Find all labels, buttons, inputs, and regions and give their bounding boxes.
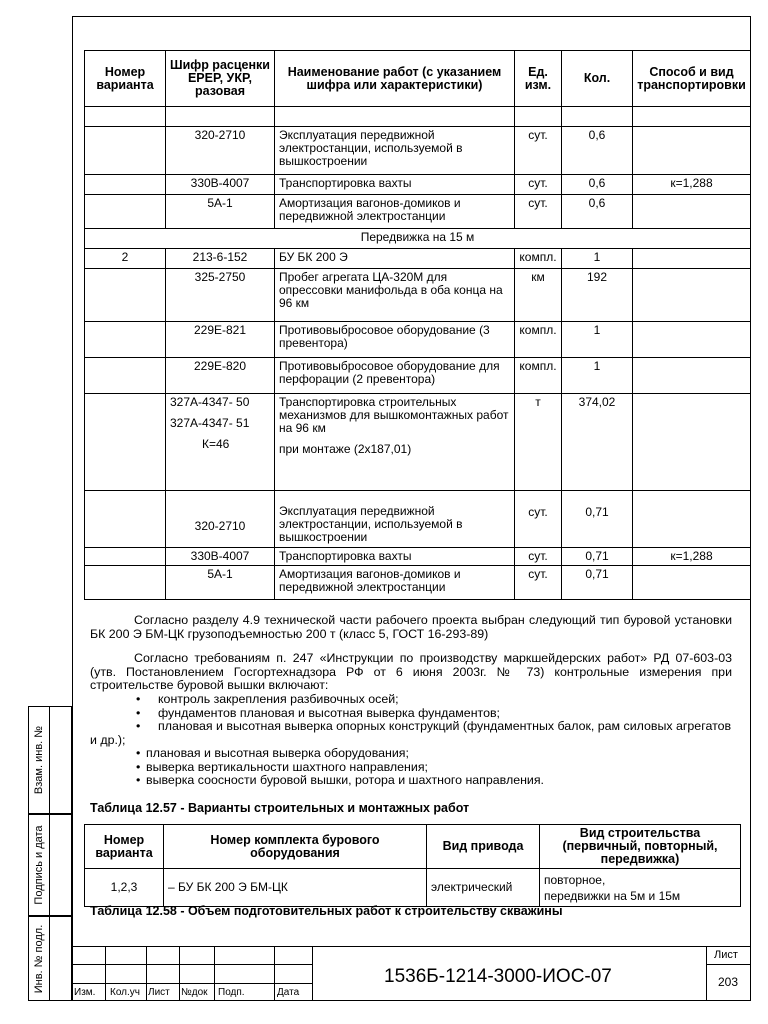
side-label-cell (29, 707, 50, 813)
stamp-line (146, 946, 147, 1001)
stamp-line (72, 983, 312, 984)
cell-code: 5А-1 (166, 195, 275, 229)
cell-code: 325-2750 (166, 269, 275, 322)
cell-unit: сут. (515, 127, 562, 175)
cell-unit: сут. (515, 566, 562, 600)
cell-variant (85, 269, 166, 322)
cell-unit: км (515, 269, 562, 322)
cell-qty: 0,6 (562, 195, 633, 229)
cell-qty: 0,71 (562, 548, 633, 566)
col-header-unit: Ед. изм. (515, 51, 562, 107)
cell-name: БУ БК 200 Э (275, 249, 515, 269)
cell-code: 5А-1 (166, 566, 275, 600)
cell-name (275, 394, 515, 491)
cell-code: 229Е-820 (166, 358, 275, 394)
table-57-caption: Таблица 12.57 - Варианты строительных и монтажных работ (90, 801, 470, 815)
cell-qty: 192 (562, 269, 633, 322)
stamp-label-doc: №док (181, 987, 208, 998)
cell-unit: сут. (515, 195, 562, 229)
table-row (85, 566, 751, 600)
list-item: • плановая и высотная выверка оборудования; (90, 747, 732, 761)
side-box-original-inv (28, 916, 72, 1001)
cell-qty: 374,02 (562, 394, 633, 491)
cell-transport (633, 322, 751, 358)
cell-name: Противовыбросовое оборудование (3 превентора) (275, 322, 515, 358)
cell-code: 320-2710 (166, 127, 275, 175)
stamp-line (179, 946, 180, 1001)
cell-unit: компл. (515, 322, 562, 358)
cell-drive: электрический (427, 869, 540, 907)
cell-name: Амортизация вагонов-домиков и передвижной электростанции (275, 566, 515, 600)
cell-unit: т (515, 394, 562, 491)
section-row (85, 229, 751, 249)
table-row (85, 195, 751, 229)
cell-code: 213-6-152 (166, 249, 275, 269)
cell-qty: 1 (562, 322, 633, 358)
cell-variant (85, 566, 166, 600)
cell-code: 229Е-821 (166, 322, 275, 358)
list-item: • выверка вертикальности шахтного направления; (90, 761, 732, 775)
cell-variant (85, 548, 166, 566)
table-row (85, 548, 751, 566)
cell-variant (85, 491, 166, 548)
table-row (85, 127, 751, 175)
col-header-variant: Номер варианта (85, 51, 166, 107)
cell-code: 320-2710 (166, 491, 275, 548)
cell-transport: к=1,288 (633, 175, 751, 195)
title-block (72, 946, 751, 1001)
sheet-label: Лист (714, 949, 738, 961)
stamp-line (72, 964, 312, 965)
code-line: 327А-4347- 50 (170, 395, 250, 409)
cell-transport: к=1,288 (633, 548, 751, 566)
table-header-row (85, 51, 751, 107)
table-row (85, 175, 751, 195)
table-row (85, 869, 741, 907)
col-header-qty: Кол. (562, 51, 633, 107)
table-58-caption: Таблица 12.58 - Объем подготовительных работ к строительству скважины (90, 904, 563, 918)
cell-unit: сут. (515, 548, 562, 566)
cell-name: Амортизация вагонов-домиков и передвижной электростанции (275, 195, 515, 229)
cell-name: Пробег агрегата ЦА-320М для опрессовки манифольда в оба конца на 96 км (275, 269, 515, 322)
measurements-list (90, 693, 732, 788)
code-line: 327А-4347- 51 (170, 416, 250, 430)
col-header-variant: Номер варианта (85, 825, 164, 869)
list-item: • фундаментов плановая и высотная выверка фундаментов; (90, 707, 732, 721)
list-item: • выверка соосности буровой вышки, ротора и шахтного направления. (90, 774, 732, 788)
stamp-line (706, 946, 707, 1001)
cell-qty: 1 (562, 358, 633, 394)
cell-unit: компл. (515, 358, 562, 394)
cell-qty: 0,6 (562, 175, 633, 195)
cell-name: Эксплуатация передвижной электростанции, используемой в вышкостроении (275, 127, 515, 175)
side-box-signature-date (28, 814, 72, 916)
col-header-kit: Номер комплекта бурового оборудования (164, 825, 427, 869)
paragraph-requirements: Согласно требованиям п. 247 «Инструкции по производству маркшейдерских работ» РД 07-603-03 (утв. Постановлением Госгортехнадзора РФ от 6 июня 2003г. № 73) контрольные измерения при строительстве буровой вышки включают: (90, 651, 732, 692)
col-header-transport: Способ и вид транспортировки (633, 51, 751, 107)
document-code: 1536Б-1214-3000-ИОС-07 (384, 966, 612, 987)
cell-variant (85, 358, 166, 394)
code-coefficient: К=46 (202, 437, 230, 451)
table-row (85, 358, 751, 394)
stamp-line (274, 946, 275, 1001)
cell-name: Противовыбросовое оборудование для перфорации (2 превентора) (275, 358, 515, 394)
stamp-label-signature: Подп. (218, 987, 245, 998)
cell-variant (85, 175, 166, 195)
sheet-number: 203 (718, 975, 739, 989)
side-label-replace-inv: Взам. инв. № (33, 725, 45, 795)
cell-qty: 0,71 (562, 491, 633, 548)
cell-qty: 0,6 (562, 127, 633, 175)
construction-line: повторное, (544, 872, 606, 887)
section-title: Передвижка на 15 м (85, 229, 751, 249)
stamp-line (706, 964, 751, 965)
list-item: • контроль закрепления разбивочных осей; (90, 693, 732, 707)
cell-unit: сут. (515, 175, 562, 195)
cell-variant: 2 (85, 249, 166, 269)
cell-qty: 1 (562, 249, 633, 269)
side-label-cell (29, 917, 50, 1000)
cell-code: 330В-4007 (166, 548, 275, 566)
table-row-empty (85, 107, 751, 127)
col-header-name: Наименование работ (с указанием шифра или характеристики) (275, 51, 515, 107)
side-label-original-inv: Инв. № подл. (33, 924, 45, 993)
cell-variant (85, 195, 166, 229)
cell-transport (633, 491, 751, 548)
cell-code: 330В-4007 (166, 175, 275, 195)
variants-table (84, 824, 741, 907)
cell-transport (633, 269, 751, 322)
cell-variant: 1,2,3 (85, 869, 164, 907)
stamp-line (214, 946, 215, 1001)
cell-kit: – БУ БК 200 Э БМ-ЦК (164, 869, 427, 907)
paragraph-rig-type: Согласно разделу 4.9 технической части рабочего проекта выбран следующий тип буровой установки БК 200 Э БМ-ЦК грузоподъемностью 200 т (класс 5, ГОСТ 16-293-89) (90, 613, 732, 641)
cell-name: Транспортировка вахты (275, 548, 515, 566)
side-label-cell (29, 815, 50, 915)
col-header-drive: Вид привода (427, 825, 540, 869)
cell-variant (85, 394, 166, 491)
cell-code (166, 394, 275, 491)
table-row (85, 322, 751, 358)
name-text: Транспортировка строительных механизмов для вышкомонтажных работ на 96 км (279, 395, 509, 435)
stamp-label-change: Изм. (74, 987, 96, 998)
cell-transport (633, 566, 751, 600)
stamp-label-date: Дата (277, 987, 300, 998)
table-header-row (85, 825, 741, 869)
construction-line: передвижки на 5м и 15м (544, 888, 681, 903)
table-row-transport (85, 394, 751, 491)
stamp-line (72, 946, 751, 947)
col-header-construction: Вид строительства (первичный, повторный, передвижка) (540, 825, 741, 869)
name-note: при монтаже (2х187,01) (279, 442, 412, 456)
table-row (85, 491, 751, 548)
cell-variant (85, 322, 166, 358)
cell-transport (633, 249, 751, 269)
works-table (84, 50, 751, 600)
stamp-label-sheet: Лист (148, 987, 170, 998)
cell-transport (633, 195, 751, 229)
cell-unit: компл. (515, 249, 562, 269)
stamp-line (312, 946, 313, 1001)
cell-name: Эксплуатация передвижной электростанции, используемой в вышкостроении (275, 491, 515, 548)
cell-name: Транспортировка вахты (275, 175, 515, 195)
cell-transport (633, 358, 751, 394)
stamp-line (105, 946, 106, 1001)
cell-unit: сут. (515, 491, 562, 548)
cell-qty: 0,71 (562, 566, 633, 600)
cell-variant (85, 127, 166, 175)
side-label-signature-date: Подпись и дата (33, 825, 45, 905)
side-box-replace-inv (28, 706, 72, 814)
col-header-code: Шифр расценки ЕРЕР, УКР, разовая (166, 51, 275, 107)
cell-transport (633, 394, 751, 491)
table-row (85, 269, 751, 322)
stamp-label-count: Кол.уч (110, 987, 140, 998)
list-item: • плановая и высотная выверка опорных конструкций (фундаментных балок, рам силовых агрегатов и др.); (90, 720, 732, 747)
table-row (85, 249, 751, 269)
cell-transport (633, 127, 751, 175)
cell-construction (540, 869, 741, 907)
